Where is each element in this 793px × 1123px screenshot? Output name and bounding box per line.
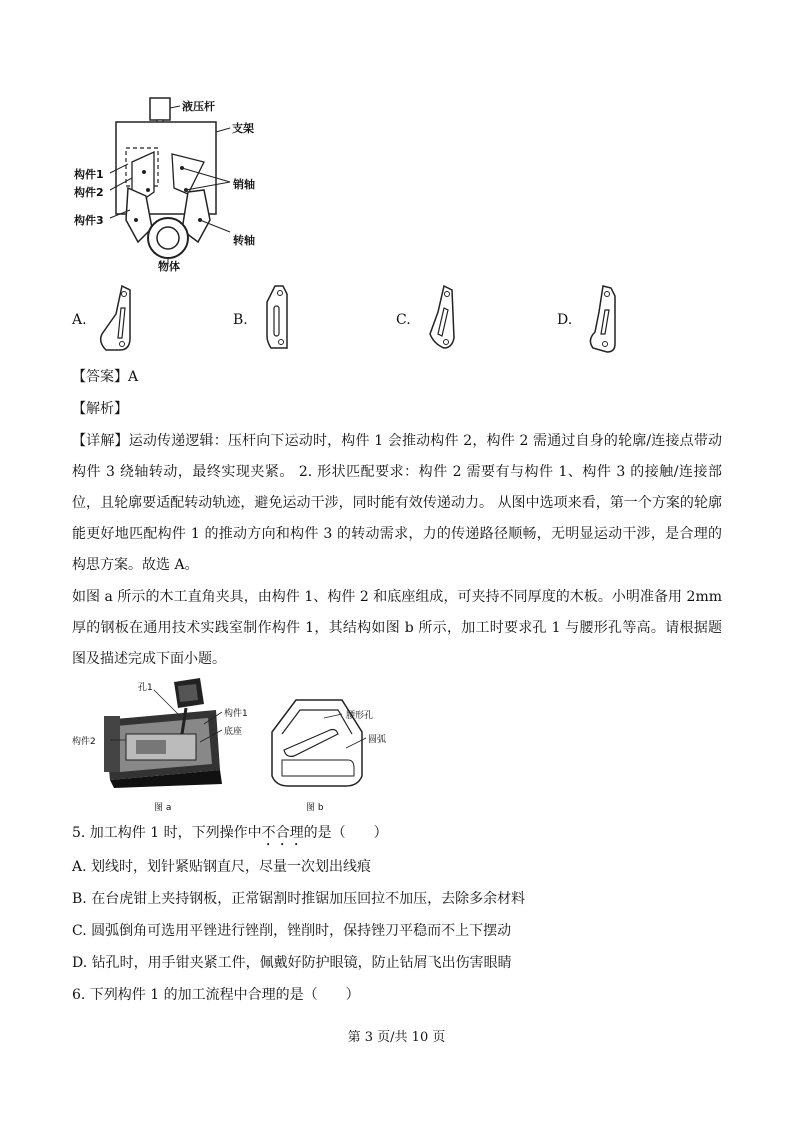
choice-letter: C. [396,312,411,328]
page-footer: 第 3 页/共 10 页 [347,1030,446,1045]
label-part3: 构件3 [74,214,104,227]
jig-diagram [96,676,396,814]
choice-a[interactable] [72,282,222,354]
choice-b[interactable] [233,282,383,354]
label-hydraulic-rod: 液压杆 [182,100,215,113]
choice-c[interactable] [396,282,546,354]
part-shape-c [416,282,466,354]
caption-fig-a: 图 a [154,803,172,813]
label-shaft: 转轴 [233,234,255,247]
caption-fig-b: 图 b [306,803,324,813]
label-base: 底座 [224,727,243,737]
choice-letter: A. [72,312,87,328]
part-shape-d [581,282,631,354]
label-bracket: 支架 [232,122,254,135]
q5-stem: 5. 加工构件 1 时，下列操作中不合理的是（ ） [72,825,388,841]
figure-jig [72,676,396,814]
choice-d[interactable] [557,282,707,354]
part-shape-b [253,282,303,354]
detail-paragraph: 【详解】运动传递逻辑：压杆向下运动时，构件 1 会推动构件 2，构件 2 需通过自身的轮廓/连接点带动构件 3 绕轴转动，最终实现夹紧。 2. 形状匹配要求：构件 2 需要有与构件 1、构件 3 的接触/连接部位，且轮廓要适配转动轨迹，避免运动干涉，同时能有效传递动力。 从图中选项来看，第一个方案的轮廓能更好地匹配构件 1 的推动方向和构件 3 的转动需求，力的传递路径顺畅，无明显运动干涉，是合理的构思方案。故选 A。 [72,433,722,573]
answer-tag: 【答案】 [72,369,128,385]
answer-line [72,366,138,386]
q5-option-c[interactable]: C. 圆弧倒角可选用平锉进行锉削，锉削时，保持锉刀平稳而不上下摆动 [72,923,512,939]
label-part2-a: 构件2 [72,737,96,747]
part-shape-a [92,282,142,354]
intro-paragraph: 如图 a 所示的木工直角夹具，由构件 1、构件 2 和底座组成，可夹持不同厚度的木板。小明准备用 2mm 厚的钢板在通用技术实践室制作构件 1，其结构如图 b 所示，加工时要求孔 1 与腰形孔等高。请根据题图及描述完成下面小题。 [72,589,722,667]
q5-emphasis: 不合理 [261,825,304,841]
label-arc: 圆弧 [368,735,387,745]
label-object: 物体 [158,260,180,273]
q5-option-b[interactable]: B. 在台虎钳上夹持钢板，正常锯割时推锯加压回拉不加压，去除多余材料 [72,891,526,907]
analysis-heading: 【解析】 [72,401,128,417]
q6-stem: 6. 下列构件 1 的加工流程中合理的是（ ） [72,987,360,1003]
figure-clamp-mechanism [70,92,280,272]
label-pin: 销轴 [233,178,255,191]
label-part2: 构件2 [74,186,104,199]
q5-option-d[interactable]: D. 钻孔时，用手钳夹紧工件，佩戴好防护眼镜，防止钻屑飞出伤害眼睛 [72,955,512,971]
answer-value: A [128,369,139,385]
label-part1-a: 构件1 [224,709,248,719]
label-part1: 构件1 [74,168,104,181]
choice-letter: B. [233,312,248,328]
q5-option-a[interactable]: A. 划线时，划针紧贴钢直尺，尽量一次划出线痕 [72,859,372,875]
choice-letter: D. [557,312,573,328]
label-slot: 腰形孔 [346,711,374,721]
label-hole1: 孔1 [138,683,153,693]
